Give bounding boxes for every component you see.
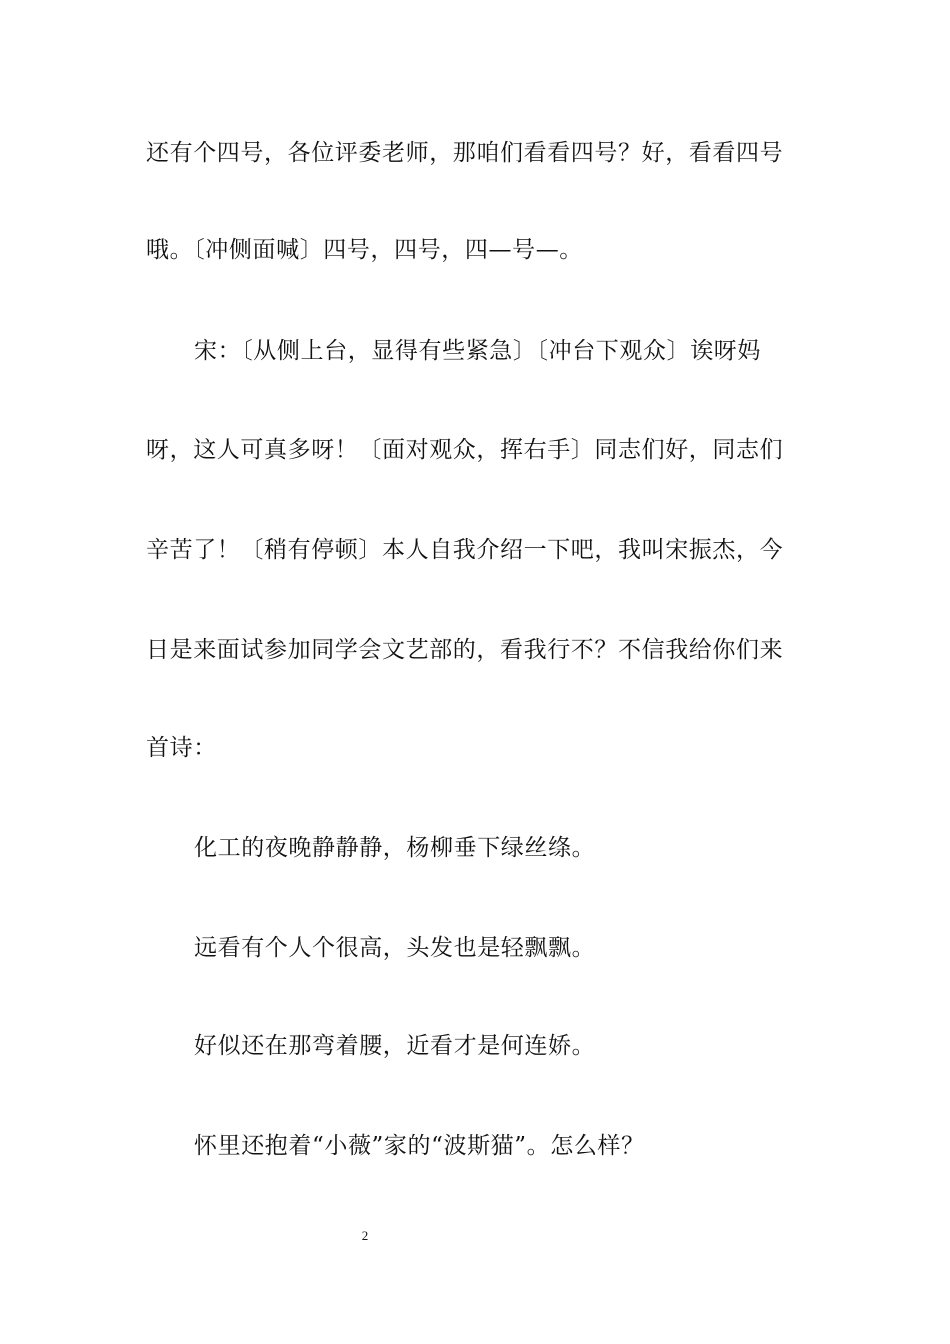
- text-line-3: 宋：〔从侧上台，显得有些紧急〕〔冲台下观众〕诶呀妈: [194, 338, 761, 364]
- poem-line-4: 怀里还抱着“小薇”家的“波斯猫”。怎么样？: [194, 1133, 645, 1159]
- poem-line-2: 远看有个人个很高，头发也是轻飘飘。: [194, 935, 596, 961]
- text-line-2: 哦。〔冲侧面喊〕四号，四号，四—号—。: [146, 237, 583, 263]
- text-line-6: 日是来面试参加同学会文艺部的，看我行不？不信我给你们来: [146, 637, 784, 663]
- page-number: 2: [361, 1228, 369, 1243]
- text-line-5: 辛苦了！〔稍有停顿〕本人自我介绍一下吧，我叫宋振杰，今: [146, 537, 784, 563]
- text-line-7: 首诗：: [146, 735, 217, 761]
- poem-line-1: 化工的夜晚静静静，杨柳垂下绿丝绦。: [194, 835, 596, 861]
- text-line-1: 还有个四号，各位评委老师，那咱们看看四号？好，看看四号: [146, 140, 784, 166]
- text-line-4: 呀，这人可真多呀！〔面对观众，挥右手〕同志们好，同志们: [146, 437, 784, 463]
- poem-line-3: 好似还在那弯着腰，近看才是何连娇。: [194, 1033, 596, 1059]
